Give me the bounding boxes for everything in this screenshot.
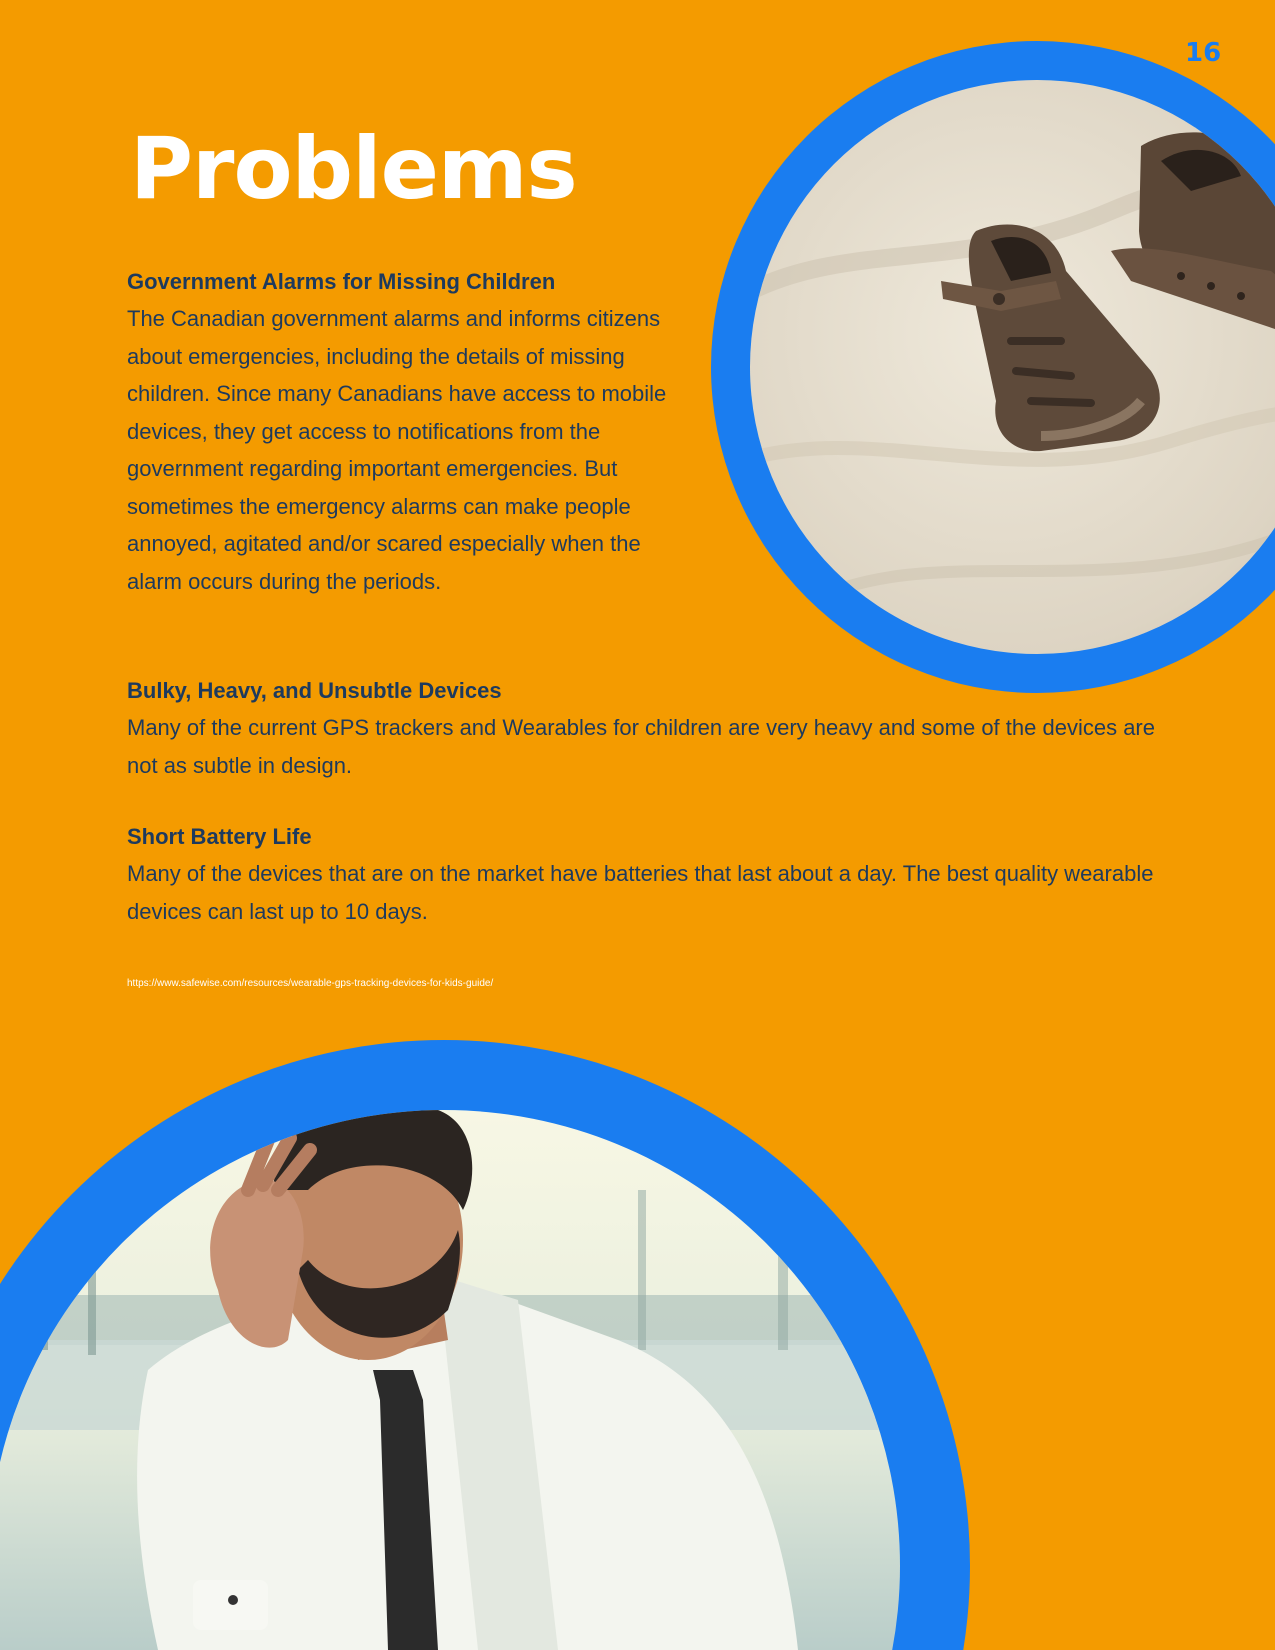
page-number: 16	[1185, 38, 1222, 68]
section-battery-life	[127, 818, 1157, 930]
section-body: Many of the devices that are on the market have batteries that last about a day. The best quality wearable devices can last up to 10 days.	[127, 861, 1154, 924]
source-link[interactable]: https://www.safewise.com/resources/wearable-gps-tracking-devices-for-kids-guide/	[127, 978, 494, 989]
shoes-photo-frame	[711, 41, 1275, 693]
shoes-photo	[711, 41, 1275, 693]
section-body: The Canadian government alarms and informs citizens about emergencies, including the details of missing children. Since many Canadians have access to mobile devices, they get access to notifications from the government regarding important emergencies. But sometimes the emergency alarms can make people annoyed, agitated and/or scared especially when the alarm occurs during the periods.	[127, 306, 667, 594]
section-body: Many of the current GPS trackers and Wearables for children are very heavy and some of the devices are not as subtle in design.	[127, 715, 1155, 778]
stressed-man-photo-frame	[0, 1040, 970, 1650]
section-heading: Government Alarms for Missing Children	[127, 269, 556, 294]
section-heading: Short Battery Life	[127, 824, 312, 849]
stressed-man-photo	[0, 1040, 970, 1650]
page-title: Problems	[130, 119, 577, 219]
section-bulky-devices	[127, 672, 1157, 784]
section-government-alarms	[127, 263, 692, 600]
section-heading: Bulky, Heavy, and Unsubtle Devices	[127, 678, 502, 703]
